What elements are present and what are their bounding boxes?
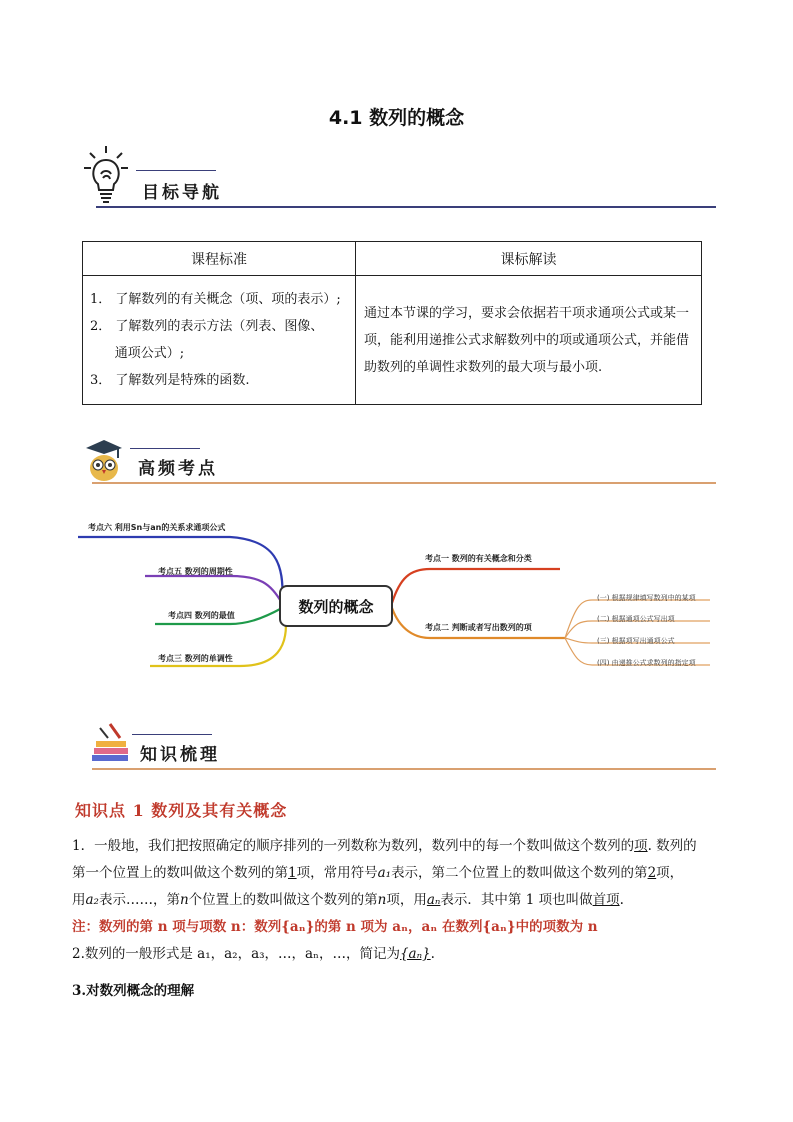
- note-line: 注：数列的第 n 项与项数 n：数列{aₙ}的第 n 项为 aₙ，aₙ 在数列{aₙ}中的项数为 n: [72, 919, 598, 935]
- paragraph-2: 2.数列的一般形式是 a₁，a₂，a₃，…，aₙ，…，简记为{aₙ}.: [72, 946, 435, 962]
- owl-graduate-icon: [84, 438, 124, 482]
- mindmap-center: 数列的概念: [298, 598, 374, 616]
- table-header: 课标解读: [356, 242, 702, 276]
- paragraph-1: 1．一般地，我们把按照确定的顺序排列的一列数称为数列，数列中的每一个数叫做这个数列的项. 数列的: [72, 838, 697, 854]
- mindmap-subnode: (三) 根据项写出通项公式: [597, 637, 675, 645]
- section-title-knowledge: 知识梳理: [140, 745, 220, 765]
- branch-line: [392, 569, 560, 603]
- mindmap-node: 考点四 数列的最值: [168, 611, 235, 620]
- underlined-term: 项: [634, 838, 648, 854]
- interpretation-text: 通过本节课的学习，要求会依据若干项求通项公式或某一项，能利用递推公式求解数列中的项或通项公式，并能借助数列的单调性求数列的最大项与最小项.: [356, 276, 702, 405]
- knowledge-point-title: 知识点 1 数列及其有关概念: [75, 801, 288, 820]
- paragraph-1-line2: 第一个位置上的数叫做这个数列的第1项，常用符号a₁表示，第二个位置上的数叫做这个数列的第2项，: [72, 865, 684, 881]
- list-item: 1． 了解数列的有关概念（项、项的表示）;: [90, 292, 341, 307]
- section-header-hotspots: [82, 438, 722, 488]
- mindmap-node: 考点二 判断或者写出数列的项: [425, 623, 532, 632]
- mindmap-node: 考点一 数列的有关概念和分类: [425, 554, 532, 563]
- lightbulb-icon: [82, 144, 130, 206]
- mindmap-node: 考点五 数列的周期性: [158, 567, 233, 576]
- branch-line: [145, 576, 282, 603]
- mindmap-subnode: (四) 由递推公式求数列的指定项: [597, 659, 696, 667]
- section-header-knowledge: [82, 722, 722, 774]
- books-icon: [90, 722, 132, 766]
- paragraph-1-line3: 用a₂表示……，第n个位置上的数叫做这个数列的第n项，用aₙ表示．其中第 1 项也叫做首项.: [72, 892, 624, 908]
- mindmap-subnode: (一) 根据规律填写数列中的某项: [597, 594, 696, 602]
- mindmap-node: 考点三 数列的单调性: [158, 654, 233, 663]
- section-header-goals: [82, 144, 722, 214]
- page-title: 4.1 数列的概念: [328, 107, 465, 129]
- list-item: 3． 了解数列是特殊的函数.: [90, 373, 250, 388]
- section-title-goals: 目标导航: [142, 183, 222, 203]
- list-item: 2． 了解数列的表示方法（列表、图像、: [90, 319, 324, 334]
- table-header: 课程标准: [83, 242, 356, 276]
- standards-list: [83, 276, 356, 405]
- section-title-hotspots: 高频考点: [138, 459, 218, 479]
- mindmap-subnode: (二) 根据通项公式写出项: [597, 615, 675, 623]
- list-item: 通项公式）;: [90, 346, 185, 361]
- standards-table: [82, 241, 702, 405]
- mindmap-node: 考点六 利用Sn与an的关系求通项公式: [88, 523, 226, 532]
- paragraph-3: 3.对数列概念的理解: [72, 983, 195, 999]
